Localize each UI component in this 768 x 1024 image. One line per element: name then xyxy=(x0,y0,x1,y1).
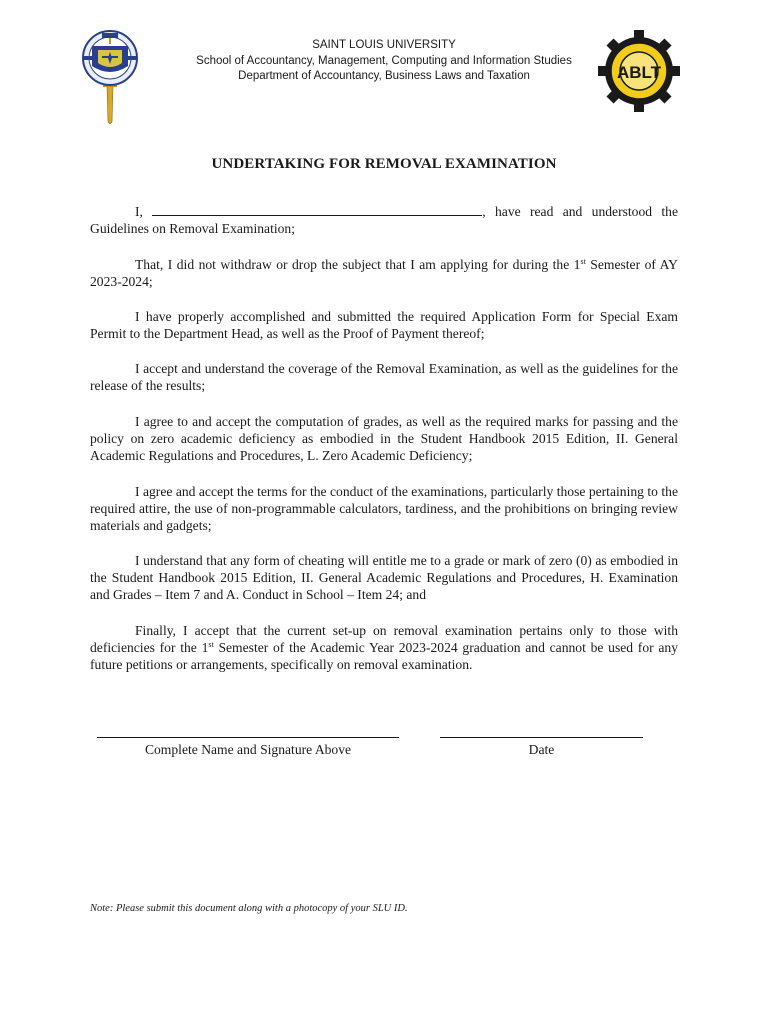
p6-text: I agree and accept the terms for the conduct of the examinations, particularly those pertaining to the required attire, the use of non-programmable calculators, tardiness, and the prohibitions on bringing review materials and gadgets; xyxy=(90,484,678,533)
p1-suffix: , have read and understood the Guidelines on Removal Examination; xyxy=(90,204,678,236)
date-label: Date xyxy=(528,742,555,757)
paragraph-1 xyxy=(90,203,678,237)
paragraph-4 xyxy=(90,360,678,394)
university-seal-icon xyxy=(78,30,142,124)
p5-text: I agree to and accept the computation of grades, as well as the required marks for passing and the policy on zero academic deficiency as embodied in the Student Handbook 2015 Edition, II. General Academic Regulations and Procedures, L. Zero Academic Deficiency; xyxy=(90,414,678,463)
document-title: UNDERTAKING FOR REMOVAL EXAMINATION xyxy=(211,156,557,172)
university-name: SAINT LOUIS UNIVERSITY xyxy=(312,39,456,51)
p8-text-end: Semester of the Academic Year 2023-2024 graduation and cannot be used for any future petitions or arrangements, specifically on removal examination. xyxy=(90,640,679,672)
p2-text: That, I did not withdraw or drop the subject that I am applying for during the 1 xyxy=(135,257,581,272)
letterhead xyxy=(150,38,618,85)
paragraph-6 xyxy=(90,483,678,534)
footnote: Note: Please submit this document along with a photocopy of your SLU ID. xyxy=(90,903,408,914)
school-name: School of Accountancy, Management, Computing and Information Studies xyxy=(196,54,572,67)
p2-text-end: Semester of AY 2023-2024; xyxy=(90,257,678,289)
p4-text: I accept and understand the coverage of the Removal Examination, as well as the guidelines for the release of the results; xyxy=(90,361,678,393)
date-line[interactable] xyxy=(440,737,643,738)
paragraph-3 xyxy=(90,308,678,342)
p2-superscript: st xyxy=(580,257,586,266)
p7-text: I understand that any form of cheating will entitle me to a grade or mark of zero (0) as embodied in the Student Handbook 2015 Edition, II. General Academic Regulations and Procedures, H. Examination and Grades – Item 7 and A. Conduct in School – Item 24; and xyxy=(90,553,678,602)
signature-label: Complete Name and Signature Above xyxy=(144,742,352,757)
p8-text: Finally, I accept that the current set-up on removal examination pertains only to those with deficiencies for the 1 xyxy=(90,623,678,655)
paragraph-7 xyxy=(90,552,678,603)
p8-superscript: st xyxy=(208,640,214,649)
paragraph-2 xyxy=(90,256,678,290)
paragraph-5 xyxy=(90,413,678,464)
p3-text: I have properly accomplished and submitted the required Application Form for Special Exam Permit to the Department Head, as well as the Proof of Payment thereof; xyxy=(90,309,678,341)
signature-line[interactable] xyxy=(97,737,399,738)
paragraph-8 xyxy=(90,622,678,673)
department-name: Department of Accountancy, Business Laws and Taxation xyxy=(238,70,530,83)
p1-prefix: I, xyxy=(135,204,143,219)
monogram-text: ABLT xyxy=(616,63,662,82)
name-blank[interactable] xyxy=(152,203,482,216)
